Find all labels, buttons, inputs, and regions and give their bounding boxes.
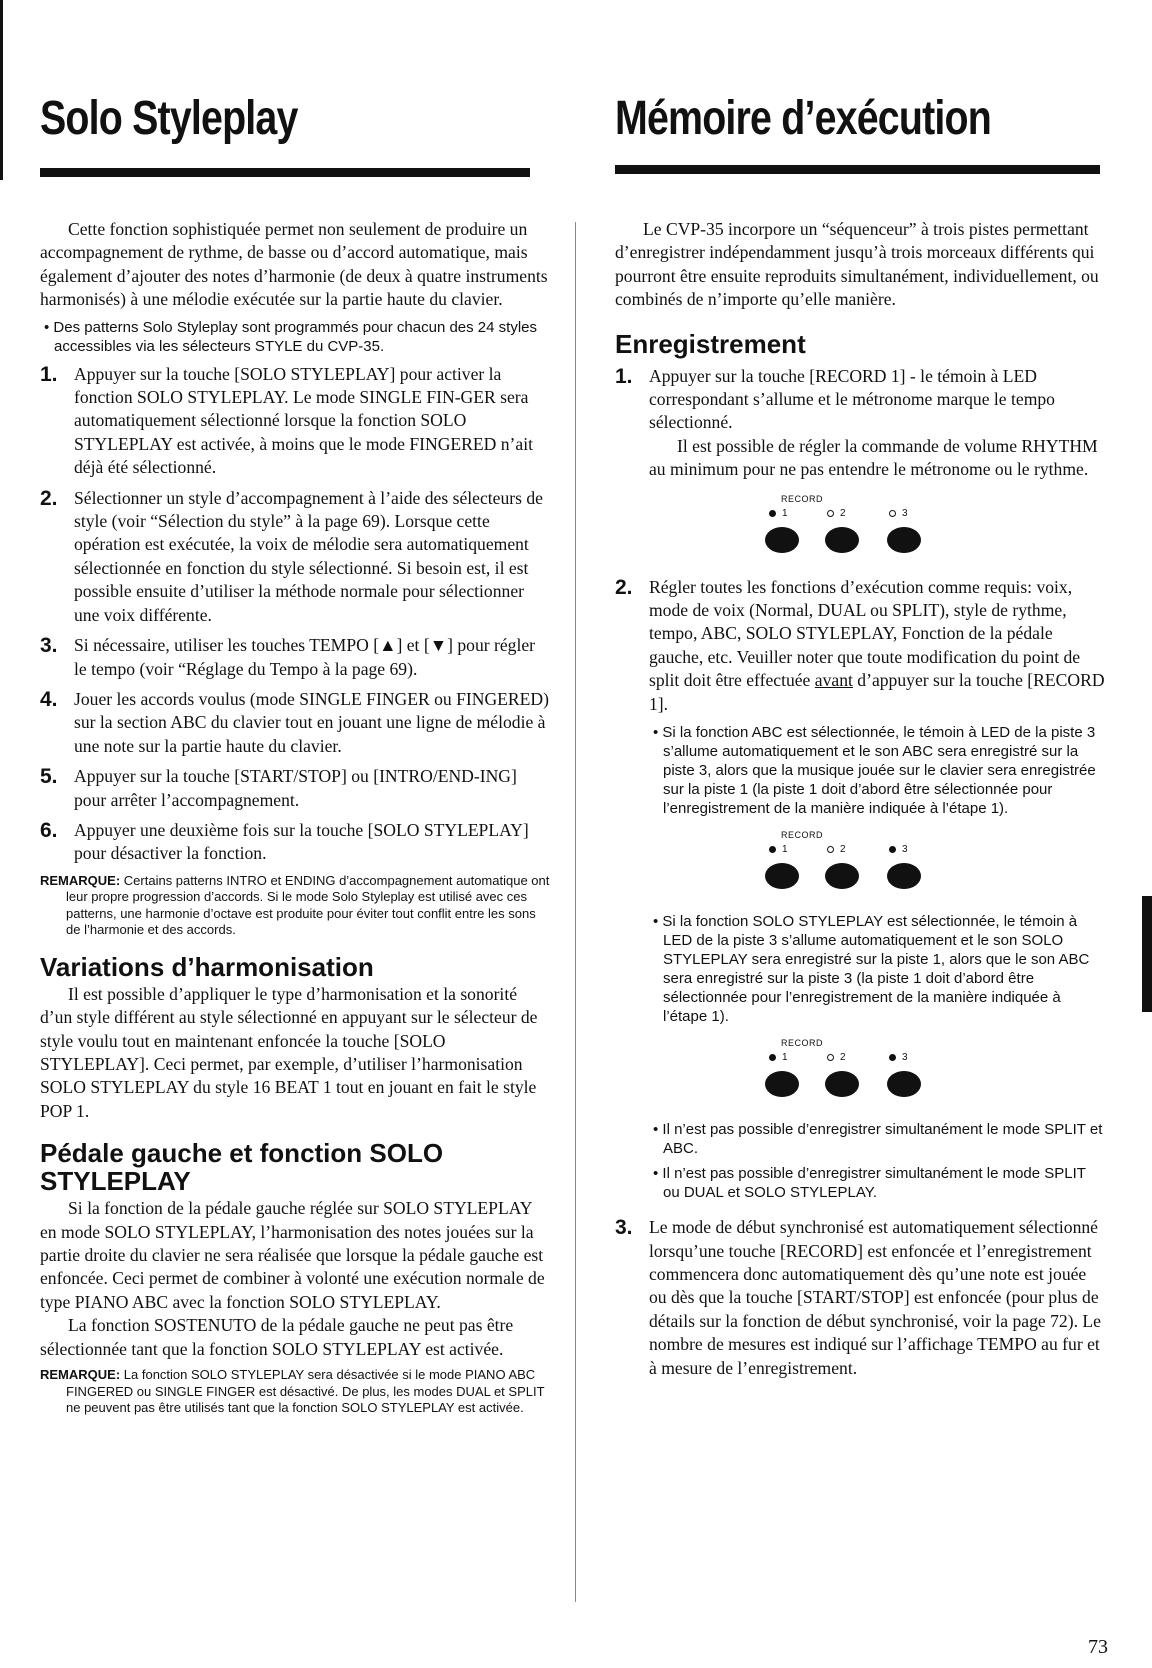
record-diagram-3	[765, 1038, 945, 1108]
led-track-1	[769, 844, 788, 855]
pedal-text-2: La fonction SOSTENUTO de la pédale gauche ne peut pas être sélectionnée tant que la fonction SOLO STYLEPLAY est activée.	[40, 1315, 514, 1359]
column-divider	[575, 222, 576, 1602]
step-number: 1.	[615, 364, 633, 388]
led-track-1	[769, 1052, 788, 1063]
step-text: Jouer les accords voulus (mode SINGLE FINGER ou FINGERED) sur la section ABC du clavier tout en jouant une ligne de mélodie à une note sur la partie haute du clavier.	[74, 688, 549, 756]
record-diagram-2	[765, 830, 945, 900]
record-2-button[interactable]	[825, 1071, 859, 1097]
left-steps	[40, 363, 552, 866]
right-title: Mémoire d’exécution	[615, 92, 991, 145]
led-indicator	[827, 510, 834, 517]
track-label: 1	[782, 507, 788, 519]
note-split-dual: • Il n’est pas possible d’enregistrer simultanément le mode SPLIT ou DUAL et SOLO STYLEPLAY.	[653, 1165, 1086, 1202]
remark-text: Certains patterns INTRO et ENDING d’accompagnement automatique ont leur propre progression d’accords. Si le mode Solo Styleplay est utilisé avec ces patterns, une harmonie d’octave est produite pour éviter tout conflit entre les sons de l’harmonie et des accords.	[66, 872, 550, 938]
left-note: • Des patterns Solo Styleplay sont programmés pour chacun des 24 styles accessibles via les sélecteurs STYLE du CVP-35.	[44, 318, 538, 355]
led-track-2	[827, 1052, 846, 1063]
record-2-button[interactable]	[825, 863, 859, 889]
left-step-6	[40, 819, 552, 866]
step-number: 6.	[40, 818, 58, 842]
record-1-button[interactable]	[765, 1071, 799, 1097]
left-step-1	[40, 363, 552, 480]
track-label: 3	[902, 507, 908, 519]
enregistrement-heading: Enregistrement	[615, 328, 806, 359]
right-column	[615, 218, 1105, 1387]
record-1-button[interactable]	[765, 527, 799, 553]
page-edge-tab	[1142, 896, 1152, 1012]
step-number: 3.	[40, 634, 58, 658]
left-title: Solo Styleplay	[40, 92, 298, 145]
left-intro: Cette fonction sophistiquée permet non seulement de produire un accompagnement de rythme, de basse ou d’accord automatique, mais également d’ajouter des notes d’harmonie (de deux à quatre instruments harmonisés) à une mélodie exécutée sur la partie haute du clavier.	[40, 219, 548, 310]
record-2-button[interactable]	[825, 527, 859, 553]
page-edge-rule	[0, 0, 3, 180]
step-number: 5.	[40, 765, 58, 789]
page-number: 73	[1088, 1636, 1108, 1658]
right-step-2	[615, 576, 1105, 716]
led-track-2	[827, 508, 846, 519]
right-title-bar	[615, 165, 1100, 174]
record-label: RECORD	[781, 1038, 824, 1049]
step-text: Appuyer sur la touche [SOLO STYLEPLAY] pour activer la fonction SOLO STYLEPLAY. Le mode SINGLE FIN-GER sera automatiquement sélectionné lorsque la fonction SOLO STYLEPLAY est activée, à moins que le mode FINGERED n’ait déjà été sélectionné.	[74, 363, 533, 478]
led-indicator	[827, 846, 834, 853]
left-title-bar	[40, 168, 530, 177]
track-label: 1	[782, 1052, 788, 1064]
pedal-heading: Pédale gauche et fonction SOLO STYLEPLAY	[40, 1138, 444, 1197]
remark-label: REMARQUE:	[40, 872, 121, 888]
left-remark-1	[40, 873, 552, 939]
led-track-3	[889, 1052, 908, 1063]
step-number: 2.	[40, 486, 58, 510]
step-text: Appuyer sur la touche [START/STOP] ou [INTRO/END-ING] pour arrêter l’accompagnement.	[74, 766, 517, 810]
led-indicator	[769, 1054, 776, 1061]
track-label: 3	[902, 844, 908, 856]
right-step-1	[615, 365, 1105, 482]
step-1-text-b: Il est possible de régler la commande de volume RHYTHM au minimum pour ne pas entendre le métronome ou le rythme.	[649, 435, 1098, 480]
record-diagram-1	[765, 494, 945, 564]
left-step-2	[40, 487, 552, 627]
track-label: 2	[840, 844, 846, 856]
step-2-text: Régler toutes les fonctions d’exécution comme requis: voix, mode de voix (Normal, DUAL ou SPLIT), style de rythme, tempo, ABC, SOLO STYLEPLAY, Fonction de la pédale gauche, etc. Veuiller noter que toute modification du point de split doit être effectuée	[649, 576, 1081, 691]
track-label: 3	[902, 1052, 908, 1064]
record-label: RECORD	[781, 493, 824, 504]
note-abc: • Si la fonction ABC est sélectionnée, le témoin à LED de la piste 3 s’allume automatiquement et le son ABC sera enregistré sur la piste 3, alors que la musique jouée sur le clavier sera enregistrée sur la piste 1 (la piste 1 doit d’abord être sélectionnée pour l’enregistrement de la manière indiquée à l’étape 1).	[653, 724, 1096, 818]
led-indicator	[889, 846, 896, 853]
right-intro: Le CVP-35 incorpore un “séquenceur” à trois pistes permettant d’enregistrer indépendamment jusqu’à trois morceaux différents qui pourront être ensuite reproduits simultanément, individuellement, ou combinés de n’importe qu’elle manière.	[615, 219, 1099, 310]
left-column	[40, 218, 552, 1423]
led-indicator	[889, 510, 896, 517]
remark-label: REMARQUE:	[40, 1367, 121, 1383]
remark-text: La fonction SOLO STYLEPLAY sera désactivée si le mode PIANO ABC FINGERED ou SINGLE FINGER est désactivé. De plus, les modes DUAL et SPLIT ne peuvent pas être utilisés tant que la fonction SOLO STYLEPLAY est activée.	[66, 1367, 545, 1416]
track-label: 1	[782, 844, 788, 856]
variations-text: Il est possible d’appliquer le type d’harmonisation et la sonorité d’un style différent au style sélectionné en appuyant sur le sélecteur de style voulu tout en maintenant enfoncée la touche [SOLO STYLEPLAY]. Ceci permet, par exemple, d’utiliser l’harmonisation SOLO STYLEPLAY du style 16 BEAT 1 tout en jouant en fait le style POP 1.	[40, 983, 538, 1121]
note-solo-styleplay: • Si la fonction SOLO STYLEPLAY est sélectionnée, le témoin à LED de la piste 3 s’allume automatiquement et le son SOLO STYLEPLAY sera enregistré sur la piste 1, alors que le son ABC sera enregistré sur la piste 3 (la piste 1 doit d’abord être sélectionnée pour l’enregistrement de la manière indiquée à l’étape 1).	[653, 913, 1090, 1026]
led-indicator	[827, 1054, 834, 1061]
step-2-text-end: d’appuyer sur la touche [RECORD 1].	[649, 670, 1105, 714]
pedal-text-1: Si la fonction de la pédale gauche réglée sur SOLO STYLEPLAY en mode SOLO STYLEPLAY, l’harmonisation des notes jouées sur la partie droite du clavier ne sera réalisée que lorsque la pédale gauche est enfoncée. Ceci permet de combiner à volonté une exécution normale de type PIANO ABC avec la fonction SOLO STYLEPLAY.	[40, 1198, 545, 1312]
step-number: 3.	[615, 1216, 633, 1240]
left-remark-2	[40, 1367, 552, 1417]
track-label: 2	[840, 1052, 846, 1064]
note-split-abc: • Il n’est pas possible d’enregistrer simultanément le mode SPLIT et ABC.	[653, 1121, 1103, 1158]
led-indicator	[889, 1054, 896, 1061]
step-text: Si nécessaire, utiliser les touches TEMPO [▲] et [▼] pour régler le tempo (voir “Réglage du Tempo à la page 69).	[74, 635, 536, 679]
record-3-button[interactable]	[887, 863, 921, 889]
right-step-3	[615, 1216, 1105, 1380]
step-3-text: Le mode de début synchronisé est automatiquement sélectionné lorsqu’une touche [RECORD] est enfoncée et l’enregistrement commencera donc automatiquement dès qu’une note est jouée ou dès que la touche [START/STOP] est enfoncée (pour plus de détails sur la fonction de début synchronisé, voir la page 72). Le nombre de mesures est indiqué sur l’affichage TEMPO au fur et à mesure de l’enregistrement.	[649, 1217, 1101, 1378]
track-label: 2	[840, 507, 846, 519]
led-track-1	[769, 508, 788, 519]
step-text: Appuyer une deuxième fois sur la touche [SOLO STYLEPLAY] pour désactiver la fonction.	[74, 819, 529, 864]
led-indicator	[769, 846, 776, 853]
step-number: 4.	[40, 687, 58, 711]
record-3-button[interactable]	[887, 527, 921, 553]
step-text: Sélectionner un style d’accompagnement à l’aide des sélecteurs de style (voir “Sélection du style” à la page 69). Lorsque cette opération est exécutée, la voix de mélodie sera automatiquement sélectionnée en fonction du style sélectionné. Si besoin est, il est possible ensuite d’utiliser la méthode normale pour sélectionner une voix différente.	[74, 487, 543, 625]
left-step-4	[40, 688, 552, 758]
step-number: 1.	[40, 362, 58, 386]
left-step-5	[40, 765, 552, 812]
record-label: RECORD	[781, 830, 824, 841]
led-track-3	[889, 844, 908, 855]
led-indicator	[769, 510, 776, 517]
left-step-3	[40, 634, 552, 681]
led-track-2	[827, 844, 846, 855]
step-number: 2.	[615, 575, 633, 599]
record-3-button[interactable]	[887, 1071, 921, 1097]
step-1-text-a: Appuyer sur la touche [RECORD 1] - le témoin à LED correspondant s’allume et le métronome marque le tempo sélectionné.	[649, 365, 1055, 433]
variations-heading: Variations d’harmonisation	[40, 951, 374, 982]
step-2-underlined: avant	[814, 670, 853, 691]
led-track-3	[889, 508, 908, 519]
record-1-button[interactable]	[765, 863, 799, 889]
